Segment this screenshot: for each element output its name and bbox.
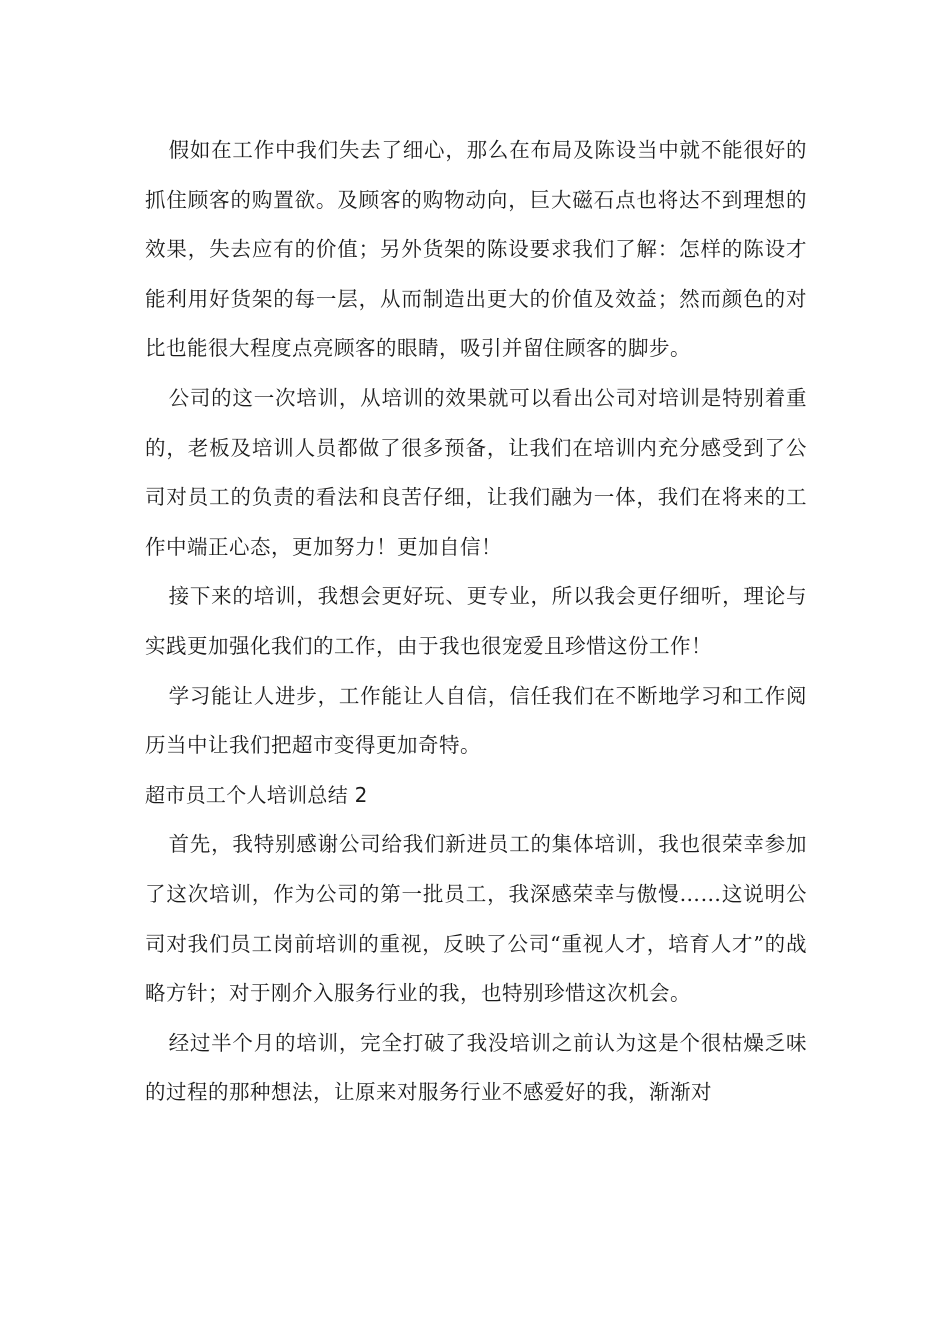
paragraph-learning-progress: 学习能让人进步，工作能让人自信，信任我们在不断地学习和工作阅历当中让我们把超市变得更加奇特。	[145, 683, 807, 758]
paragraph-gratitude: 首先，我特别感谢公司给我们新进员工的集体培训，我也很荣幸参加了这次培训，作为公司的第一批员工，我深感荣幸与傲慢……这说明公司对我们员工岗前培训的重视，反映了公司“重视人才，培育人才”的战略方针；对于刚介入服务行业的我，也特别珍惜这次机会。	[145, 832, 807, 1006]
paragraph-half-month: 经过半个月的培训，完全打破了我没培训之前认为这是个很枯燥乏味的过程的那种想法，让原来对服务行业不感爱好的我，渐渐对	[145, 1030, 807, 1105]
paragraph-display-attention: 假如在工作中我们失去了细心，那么在布局及陈设当中就不能很好的抓住顾客的购置欲。及顾客的购物动向，巨大磁石点也将达不到理想的效果，失去应有的价值；另外货架的陈设要求我们了解：怎样的陈设才能利用好货架的每一层，从而制造出更大的价值及效益；然而颜色的对比也能很大程度点亮顾客的眼睛，吸引并留住顾客的脚步。	[145, 138, 807, 361]
paragraph-company-training: 公司的这一次培训，从培训的效果就可以看出公司对培训是特别着重的，老板及培训人员都做了很多预备，让我们在培训内充分感受到了公司对员工的负责的看法和良苦仔细，让我们融为一体，我们在将来的工作中端正心态，更加努力！更加自信！	[145, 385, 807, 559]
paragraph-next-training: 接下来的培训，我想会更好玩、更专业，所以我会更仔细听，理论与实践更加强化我们的工作，由于我也很宠爱且珍惜这份工作！	[145, 584, 807, 658]
document-body	[145, 126, 807, 1118]
section-heading: 超市员工个人培训总结 2	[145, 782, 368, 807]
